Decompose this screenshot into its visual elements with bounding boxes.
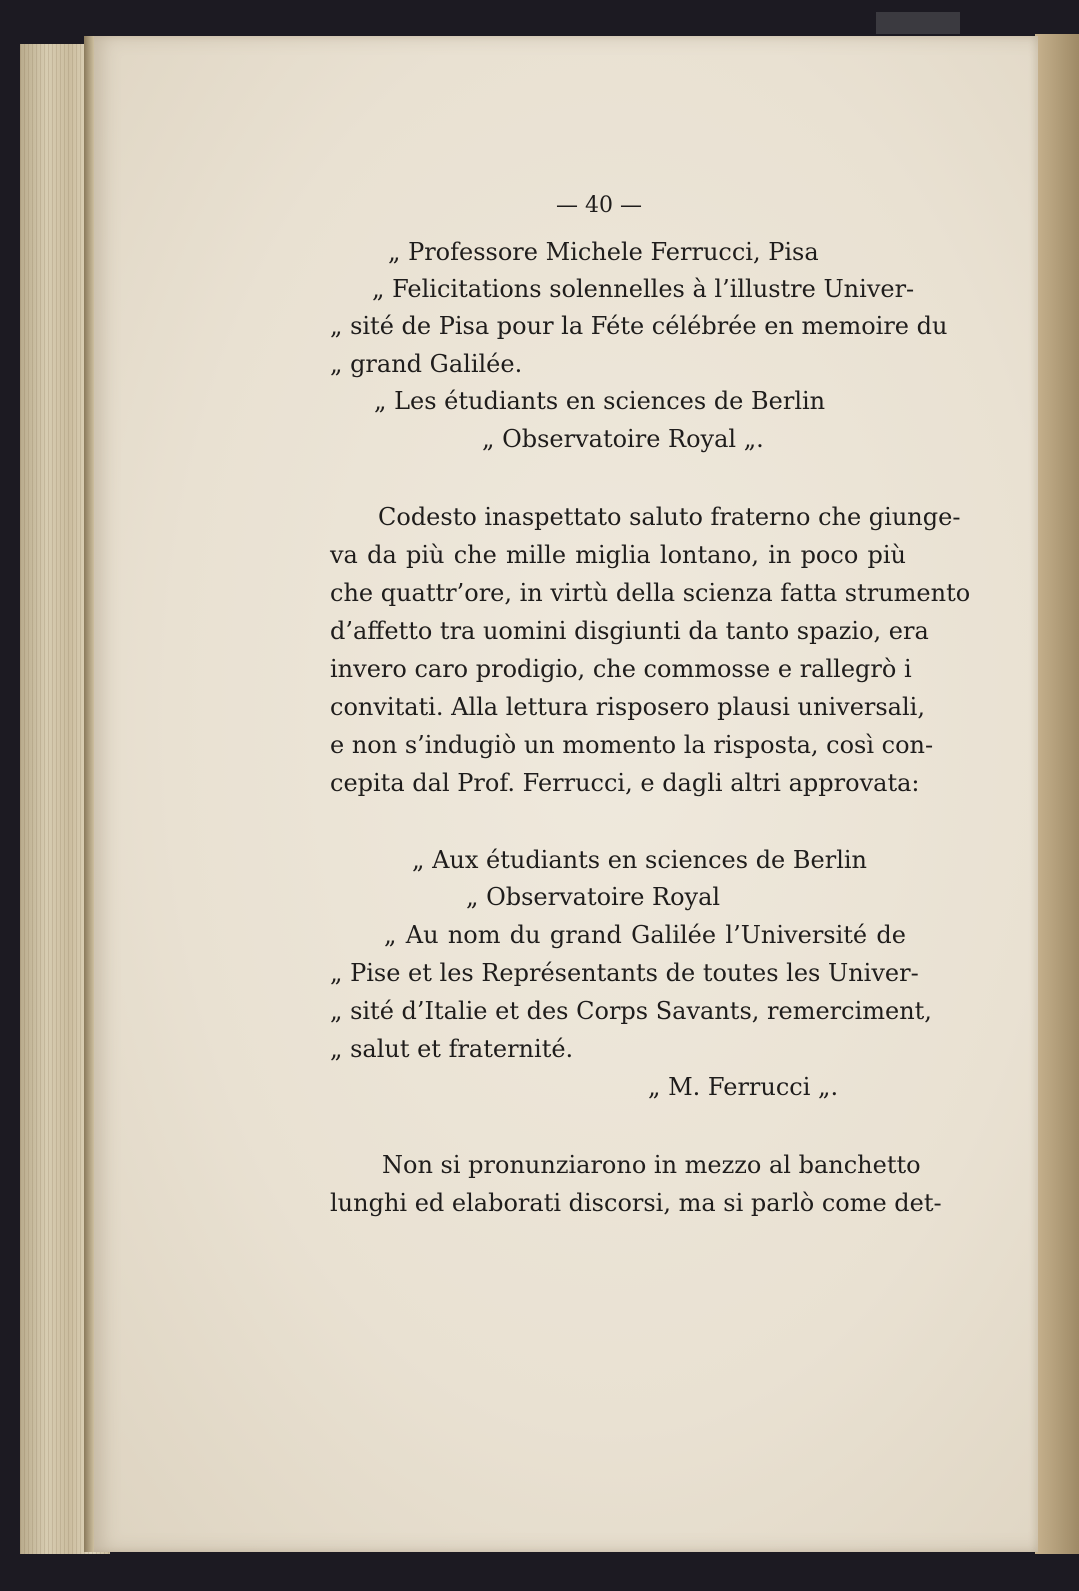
paragraph1-line: Codesto inaspettato saluto fraterno che giunge-	[378, 503, 961, 531]
letter2-line: „ Au nom du grand Galilée l’Université de	[384, 921, 906, 949]
letter1-line: „ Professore Michele Ferrucci, Pisa	[388, 238, 819, 266]
letter2-line: „ sité d’Italie et des Corps Savants, remerciment,	[330, 997, 932, 1025]
page-number: — 40 —	[556, 193, 642, 218]
paragraph1-line: d’affetto tra uomini disgiunti da tanto spazio, era	[330, 617, 929, 645]
letter1-line: „ Observatoire Royal „.	[482, 425, 764, 453]
paragraph1-line: invero caro prodigio, che commosse e rallegrò i	[330, 655, 912, 683]
paragraph1-line: convitati. Alla lettura risposero plausi universali,	[330, 693, 925, 721]
letter1-line: „ grand Galilée.	[330, 350, 523, 378]
letter2-signature: „ M. Ferrucci „.	[648, 1073, 839, 1101]
letter2-line: „ salut et fraternité.	[330, 1035, 574, 1063]
letter1-line: „ Les étudiants en sciences de Berlin	[374, 387, 826, 415]
paragraph2-line: lunghi ed elaborati discorsi, ma si parlò come det-	[330, 1189, 942, 1217]
paragraph1-line: e non s’indugiò un momento la risposta, così con-	[330, 731, 934, 759]
paragraph1-line: cepita dal Prof. Ferrucci, e dagli altri approvata:	[330, 769, 920, 797]
paragraph2-line: Non si pronunziarono in mezzo al banchetto	[382, 1151, 921, 1179]
letter2-line: „ Aux étudiants en sciences de Berlin	[412, 846, 868, 874]
letter2-line: „ Pise et les Représentants de toutes les Univer-	[330, 959, 919, 987]
letter1-line: „ Felicitations solennelles à l’illustre Univer-	[372, 275, 915, 303]
paragraph1-line: che quattr’ore, in virtù della scienza fatta strumento	[330, 579, 971, 607]
paragraph1-line: va da più che mille miglia lontano, in poco più	[330, 541, 906, 569]
letter1-line: „ sité de Pisa pour la Féte célébrée en memoire du	[330, 312, 948, 340]
letter2-line: „ Observatoire Royal	[466, 883, 721, 911]
